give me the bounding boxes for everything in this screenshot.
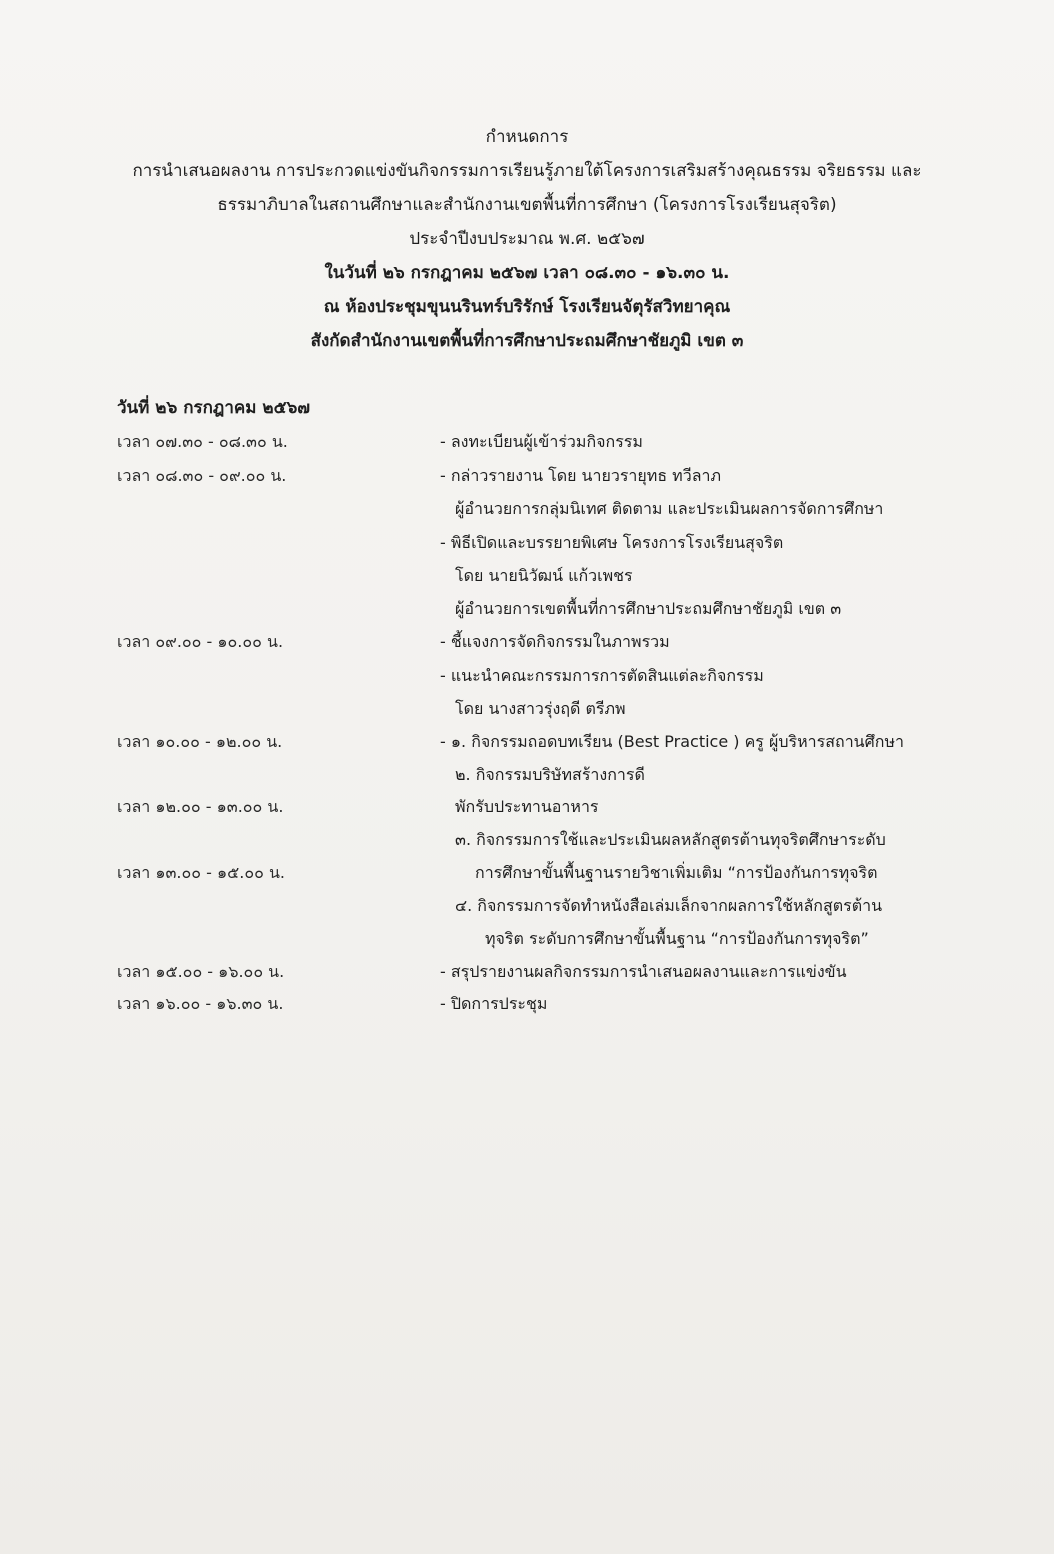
document-header	[0, 120, 1054, 358]
schedule-activity: - ลงทะเบียนผู้เข้าร่วมกิจกรรม	[440, 432, 643, 451]
schedule-time: เวลา ๑๖.๐๐ - ๑๖.๓๐ น.	[117, 994, 284, 1013]
schedule-activity: - สรุปรายงานผลกิจกรรมการนำเสนอผลงานและการแข่งขัน	[440, 962, 847, 981]
schedule-activity: ผู้อำนวยการกลุ่มนิเทศ ติดตาม และประเมินผลการจัดการศึกษา	[455, 499, 884, 518]
schedule-time: เวลา ๑๒.๐๐ - ๑๓.๐๐ น.	[117, 797, 284, 816]
schedule-activity: - ปิดการประชุม	[440, 994, 548, 1013]
schedule-activity: - ๑. กิจกรรมถอดบทเรียน (Best Practice ) ครู ผู้บริหารสถานศึกษา	[440, 732, 904, 751]
schedule-activity: ๔. กิจกรรมการจัดทำหนังสือเล่มเล็กจากผลการใช้หลักสูตรต้าน	[455, 896, 883, 915]
header-line-2: ธรรมาภิบาลในสถานศึกษาและสำนักงานเขตพื้นที่การศึกษา (โครงการโรงเรียนสุจริต)	[217, 195, 837, 215]
schedule-activity: โดย นายนิวัฒน์ แก้วเพชร	[455, 566, 633, 585]
header-line-5: ณ ห้องประชุมขุนนรินทร์บริรักษ์ โรงเรียนจัตุรัสวิทยาคุณ	[323, 297, 731, 317]
header-line-4: ในวันที่ ๒๖ กรกฎาคม ๒๕๖๗ เวลา ๐๘.๓๐ - ๑๖.๓๐ น.	[324, 263, 730, 283]
schedule-activity: การศึกษาขั้นพื้นฐานรายวิชาเพิ่มเติม “การป้องกันการทุจริต	[475, 863, 878, 882]
schedule-activity: ๒. กิจกรรมบริษัทสร้างการดี	[455, 765, 645, 784]
document-title: กำหนดการ	[485, 127, 569, 147]
schedule-time: เวลา ๑๐.๐๐ - ๑๒.๐๐ น.	[117, 732, 283, 751]
schedule-activity: โดย นางสาวรุ่งฤดี ตรีภพ	[455, 699, 626, 718]
schedule-activity: ทุจริต ระดับการศึกษาขั้นพื้นฐาน “การป้องกันการทุจริต”	[485, 929, 869, 948]
schedule-time: เวลา ๐๙.๐๐ - ๑๐.๐๐ น.	[117, 632, 284, 651]
schedule-time: เวลา ๐๘.๓๐ - ๐๙.๐๐ น.	[117, 466, 287, 485]
schedule-activity: พักรับประทานอาหาร	[455, 797, 599, 816]
schedule-activity: - แนะนำคณะกรรมการการตัดสินแต่ละกิจกรรม	[440, 666, 764, 685]
schedule-time: เวลา ๑๕.๐๐ - ๑๖.๐๐ น.	[117, 962, 285, 981]
schedule-activity: - กล่าวรายงาน โดย นายวรายุทธ ทวีลาภ	[440, 466, 722, 485]
header-line-1: การนำเสนอผลงาน การประกวดแข่งขันกิจกรรมการเรียนรู้ภายใต้โครงการเสริมสร้างคุณธรรม จริยธรรม และ	[132, 161, 922, 181]
schedule-time: เวลา ๑๓.๐๐ - ๑๕.๐๐ น.	[117, 863, 285, 882]
header-line-6: สังกัดสำนักงานเขตพื้นที่การศึกษาประถมศึกษาชัยภูมิ เขต ๓	[310, 331, 744, 351]
schedule-activity: ๓. กิจกรรมการใช้และประเมินผลหลักสูตรต้านทุจริตศึกษาระดับ	[455, 830, 886, 849]
schedule-activity: - ชี้แจงการจัดกิจกรรมในภาพรวม	[440, 632, 670, 651]
schedule-time: เวลา ๐๗.๓๐ - ๐๘.๓๐ น.	[117, 432, 288, 451]
day-heading: วันที่ ๒๖ กรกฎาคม ๒๕๖๗	[117, 398, 311, 418]
schedule-activity: ผู้อำนวยการเขตพื้นที่การศึกษาประถมศึกษาชัยภูมิ เขต ๓	[455, 599, 842, 618]
header-line-3: ประจำปีงบประมาณ พ.ศ. ๒๕๖๗	[409, 229, 645, 249]
schedule-activity: - พิธีเปิดและบรรยายพิเศษ โครงการโรงเรียนสุจริต	[440, 533, 784, 552]
